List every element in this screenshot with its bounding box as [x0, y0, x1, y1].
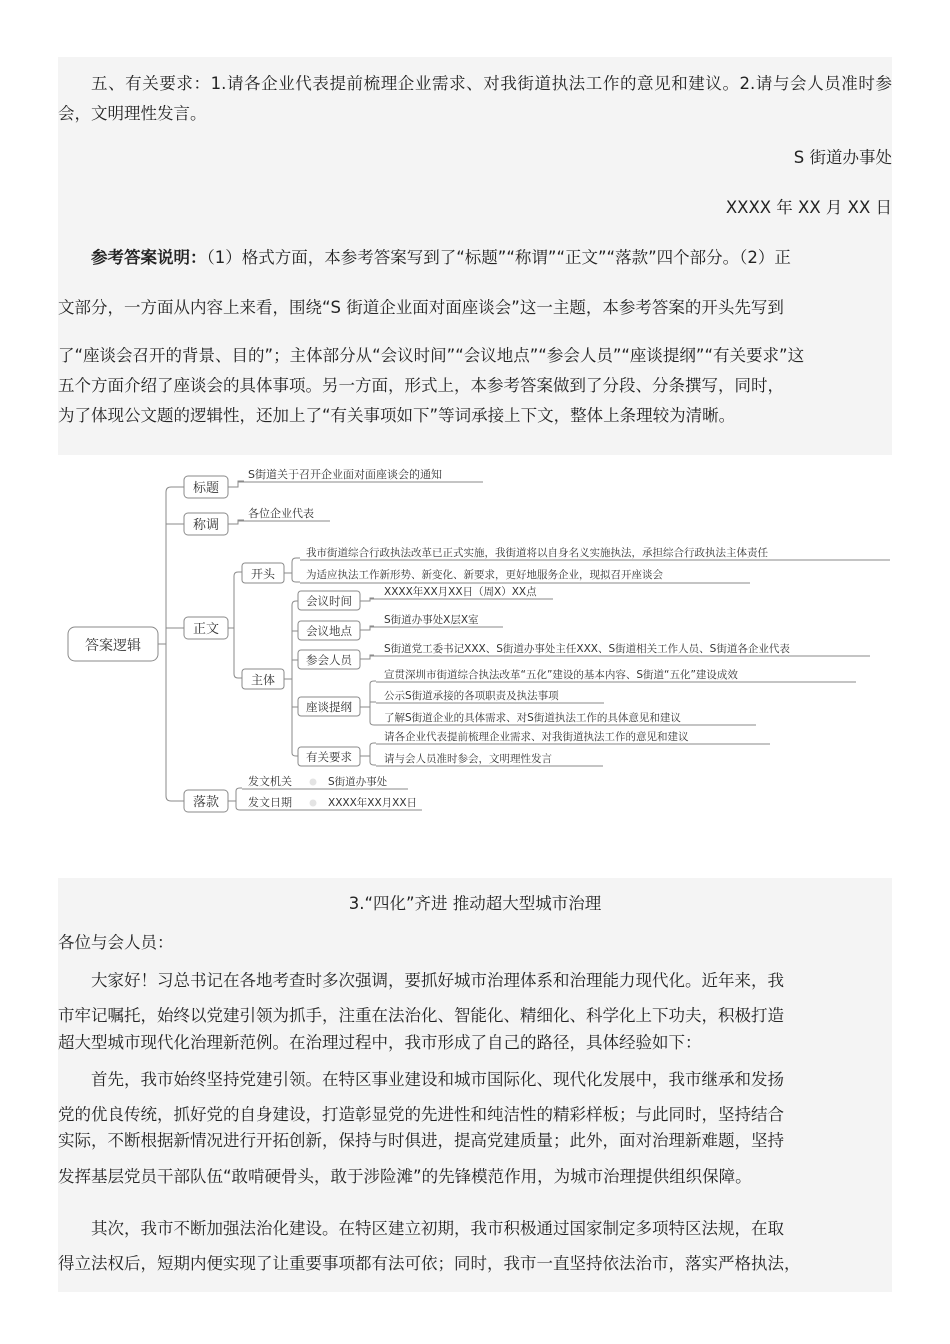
para1-line-3: 超大型城市现代化治理新范例。在治理过程中，我市形成了自己的路径，具体经验如下： [58, 1033, 702, 1052]
attendees-node: 参会人员 [306, 653, 352, 667]
attendees-text: S街道党工委书记XXX、S街道办事处主任XXX、S街道相关工作人员、S街道各企业代表 [384, 643, 790, 655]
outline-node: 座谈提纲 [306, 700, 352, 714]
closing-node: 落款 [192, 795, 220, 810]
requirements-paragraph: 五、有关要求：1.请各企业代表提前梳理企业需求、对我街道执法工作的意见和建议。2.请与会人员准时参会，文明理性发言。 [58, 74, 892, 123]
salutation-node: 称调 [192, 518, 220, 533]
issue-date-dot-icon [310, 800, 317, 807]
issuer-value: S街道办事处 [328, 776, 388, 788]
requirements-node: 有关要求 [306, 750, 352, 764]
para2-line-2: 党的优良传统，抓好党的自身建设，打造彰显党的先进性和纯洁性的精彩样板；与此同时，坚持结合 [58, 1105, 784, 1124]
para2-line-1: 首先，我市始终坚持党建引领。在特区事业建设和城市国际化、现代化发展中，我市继承和发扬 [91, 1070, 784, 1089]
para3-line-2: 得立法权后，短期内便实现了让重要事项都有法可依；同时，我市一直坚持依法治市，落实严格执法， [58, 1254, 801, 1273]
outline-line-3: 了解S街道企业的具体需求、对S街道执法工作的具体意见和建议 [384, 712, 681, 724]
para2-line-3: 实际，不断根据新情况进行开拓创新，保持与时俱进，提高党建质量；此外，面对治理新难题，坚持 [58, 1131, 784, 1150]
para1-line-2: 市牢记嘱托，始终以党建引领为抓手，注重在法治化、智能化、精细化、科学化上下功夫，积极打造 [58, 1006, 784, 1025]
explanation-line-1 [58, 243, 892, 273]
title-node: 标题 [192, 481, 220, 496]
opening-node: 开头 [250, 567, 276, 581]
answer-logic-mindmap [58, 462, 892, 832]
opening-line-2: 为适应执法工作新形势、新变化、新要求，更好地服务企业，现拟召开座谈会 [306, 569, 663, 581]
issuer-dot-icon [310, 779, 317, 786]
meeting-time-node: 会议时间 [306, 594, 352, 608]
explanation-line-2: 文部分，一方面从内容上来看，围绕“S 街道企业面对面座谈会”这一主题，本参考答案的开头先写到 [58, 298, 784, 317]
issue-date-label: 发文日期 [248, 796, 292, 809]
conn-title [166, 487, 184, 644]
meeting-place-node: 会议地点 [306, 624, 352, 638]
salutation: 各位与会人员： [58, 933, 174, 952]
meeting-place-text: S街道办事处X层X室 [384, 614, 479, 626]
salutation-text: 各位企业代表 [248, 507, 314, 520]
title-text: S街道关于召开企业面对面座谈会的通知 [248, 468, 442, 481]
outline-line-1: 宣贯深圳市街道综合执法改革“五化”建设的基本内容、S街道“五化”建设成效 [384, 669, 738, 681]
para1-line-1: 大家好！习总书记在各地考查时多次强调，要抓好城市治理体系和治理能力现代化。近年来，我 [91, 971, 784, 990]
signature-org: S 街道办事处 [793, 148, 892, 167]
section-title: 3.“四化”齐进 推动超大型城市治理 [348, 894, 602, 913]
requirements-line-2: 请与会人员准时参会，文明理性发言 [384, 753, 552, 765]
explanation-line-5: 为了体现公文题的逻辑性，还加上了“有关事项如下”等词承接上下文，整体上条理较为清晰。 [58, 406, 736, 425]
top-text-block [58, 57, 892, 455]
body-node: 正文 [192, 622, 220, 637]
requirements-line-1: 请各企业代表提前梳理企业需求、对我街道执法工作的意见和建议 [384, 731, 689, 743]
opening-line-1: 我市街道综合行政执法改革已正式实施，我街道将以自身名义实施执法，承担综合行政执法主体责任 [306, 547, 768, 559]
explanation-line-3: 了“座谈会召开的背景、目的”；主体部分从“会议时间”“会议地点”“参会人员”“座谈提纲”“有关要求”这 [58, 346, 805, 365]
conn-closing [166, 644, 184, 801]
meeting-time-text: XXXX年XX月XX日（周X）XX点 [384, 586, 537, 598]
root-node: 答案逻辑 [85, 638, 141, 654]
explanation-label: 参考答案说明： [91, 248, 207, 267]
signature-date: XXXX 年 XX 月 XX 日 [725, 198, 892, 217]
bottom-text-block [58, 878, 892, 1292]
para3-line-1: 其次，我市不断加强法治化建设。在特区建立初期，我市积极通过国家制定多项特区法规，在取 [91, 1219, 784, 1238]
para2-line-4: 发挥基层党员干部队伍“敢啃硬骨头，敢于涉险滩”的先锋模范作用，为城市治理提供组织保障。 [58, 1167, 752, 1186]
outline-line-2: 公示S街道承接的各项职责及执法事项 [384, 690, 559, 702]
issue-date-value: XXXX年XX月XX日 [328, 797, 418, 809]
explanation-text: （1）格式方面，本参考答案写到了“标题”“称谓”“正文”“落款”四个部分。（2）正 [206, 248, 791, 267]
issuer-label: 发文机关 [248, 775, 292, 788]
explanation-line-4: 五个方面介绍了座谈会的具体事项。另一方面，形式上，本参考答案做到了分段、分条撰写，同时， [58, 376, 784, 395]
main-node: 主体 [250, 673, 276, 687]
